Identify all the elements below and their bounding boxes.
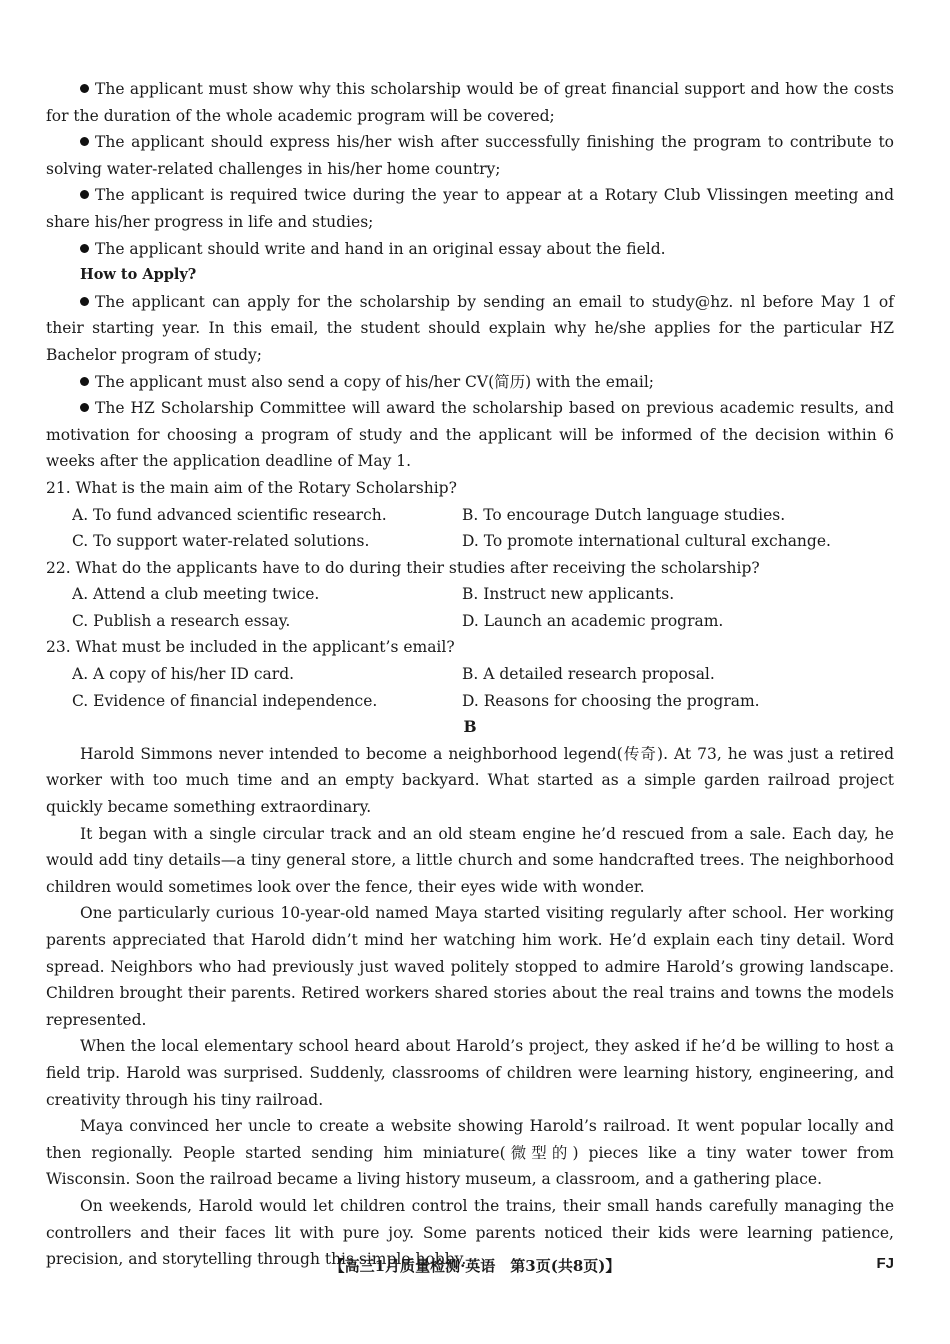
question-22 (46, 555, 894, 635)
passage-paragraph: Maya convinced her uncle to create a website showing Harold’s railroad. It went popular locally and then regionally. People started sending him miniature(微型的) pieces like a tiny water tower from Wisconsin. Soon the railroad became a living history museum, a classroom, and a gathering place. (46, 1117, 894, 1189)
footer-title: 【高三1月质量检测·英语 第3页(共8页)】 (329, 1257, 621, 1275)
bullet-icon (80, 403, 89, 412)
option-c: C. Evidence of financial independence. (72, 691, 378, 710)
option-c: C. Publish a research essay. (72, 611, 291, 630)
option-d: D. To promote international cultural exchange. (462, 532, 831, 551)
option-b: B. Instruct new applicants. (462, 585, 675, 604)
bullet-icon (80, 377, 89, 386)
bullet-item: The HZ Scholarship Committee will award the scholarship based on previous academic results, and motivation for choosing a program of study and the applicant will be informed of the decision within 6 weeks after the application deadline of May 1. (46, 399, 894, 471)
option-c: C. To support water-related solutions. (72, 532, 370, 551)
answer-options (46, 502, 894, 555)
bullet-icon (80, 244, 89, 253)
page-content (46, 76, 894, 1273)
passage-paragraph: When the local elementary school heard about Harold’s project, they asked if he’d be willing to host a field trip. Harold was surprised. Suddenly, classrooms of children were learning history, engineering, and creativity through his tiny railroad. (46, 1037, 894, 1109)
option-a: A. To fund advanced scientific research. (72, 505, 387, 524)
question-23 (46, 634, 894, 714)
bullet-item: The applicant must show why this scholarship would be of great financial support and how the costs for the duration of the whole academic program will be covered; (46, 80, 894, 125)
question-stem: 22. What do the applicants have to do during their studies after receiving the scholarship? (46, 558, 760, 577)
passage-paragraph: It began with a single circular track and an old steam engine he’d rescued from a sale. Each day, he would add tiny details—a tiny general store, a little church and some handcrafted trees. The neighborhood children would sometimes look over the fence, their eyes wide with wonder. (46, 824, 894, 896)
option-d: D. Reasons for choosing the program. (462, 691, 760, 710)
option-b: B. A detailed research proposal. (462, 665, 715, 684)
option-a: A. A copy of his/her ID card. (72, 665, 295, 684)
passage-paragraph: On weekends, Harold would let children control the trains, their small hands carefully managing the controllers and their faces lit with pure joy. Some parents noticed their kids were learning patience, precision, and storytelling through this simple hobby. (46, 1196, 894, 1269)
answer-options (46, 581, 894, 634)
bullet-icon (80, 137, 89, 146)
option-a: A. Attend a club meeting twice. (72, 585, 320, 604)
passage-paragraph: One particularly curious 10-year-old named Maya started visiting regularly after school. Her working parents appreciated that Harold didn’t mind her watching him work. He’d explain each tiny detail. Word spread. Neighbors who had previously just waved politely stopped to admire Harold’s growing landscape. Children brought their parents. Retired workers shared stories about the real trains and towns the models represented. (46, 904, 894, 1029)
bullet-item: The applicant can apply for the scholarship by sending an email to study@hz. nl before May 1 of their starting year. In this email, the student should explain why he/she applies for the particular HZ Bachelor program of study; (46, 292, 894, 364)
bullet-item: The applicant should write and hand in an original essay about the field. (46, 236, 894, 263)
page-footer (0, 1255, 950, 1285)
passage-paragraph: Harold Simmons never intended to become a neighborhood legend(传奇). At 73, he was just a retired worker with too much time and an empty backyard. What started as a simple garden railroad project quickly became something extraordinary. (46, 744, 894, 817)
answer-options (46, 661, 894, 714)
bullet-icon (80, 297, 89, 306)
section-b-label: B (463, 717, 477, 737)
question-stem: 23. What must be included in the applicant’s email? (46, 638, 455, 657)
how-to-apply-heading: How to Apply? (80, 266, 197, 284)
question-stem: 21. What is the main aim of the Rotary Scholarship? (46, 478, 457, 497)
bullet-item: The applicant should express his/her wish after successfully finishing the program to contribute to solving water-related challenges in his/her home country; (46, 133, 894, 178)
footer-code: FJ (876, 1255, 894, 1272)
bullet-icon (80, 84, 89, 93)
question-21 (46, 475, 894, 555)
option-d: D. Launch an academic program. (462, 611, 724, 630)
bullet-item: The applicant is required twice during the year to appear at a Rotary Club Vlissingen meeting and share his/her progress in life and studies; (46, 186, 894, 231)
bullet-icon (80, 190, 89, 199)
bullet-item: The applicant must also send a copy of his/her CV(简历) with the email; (46, 369, 894, 396)
option-b: B. To encourage Dutch language studies. (462, 505, 786, 524)
